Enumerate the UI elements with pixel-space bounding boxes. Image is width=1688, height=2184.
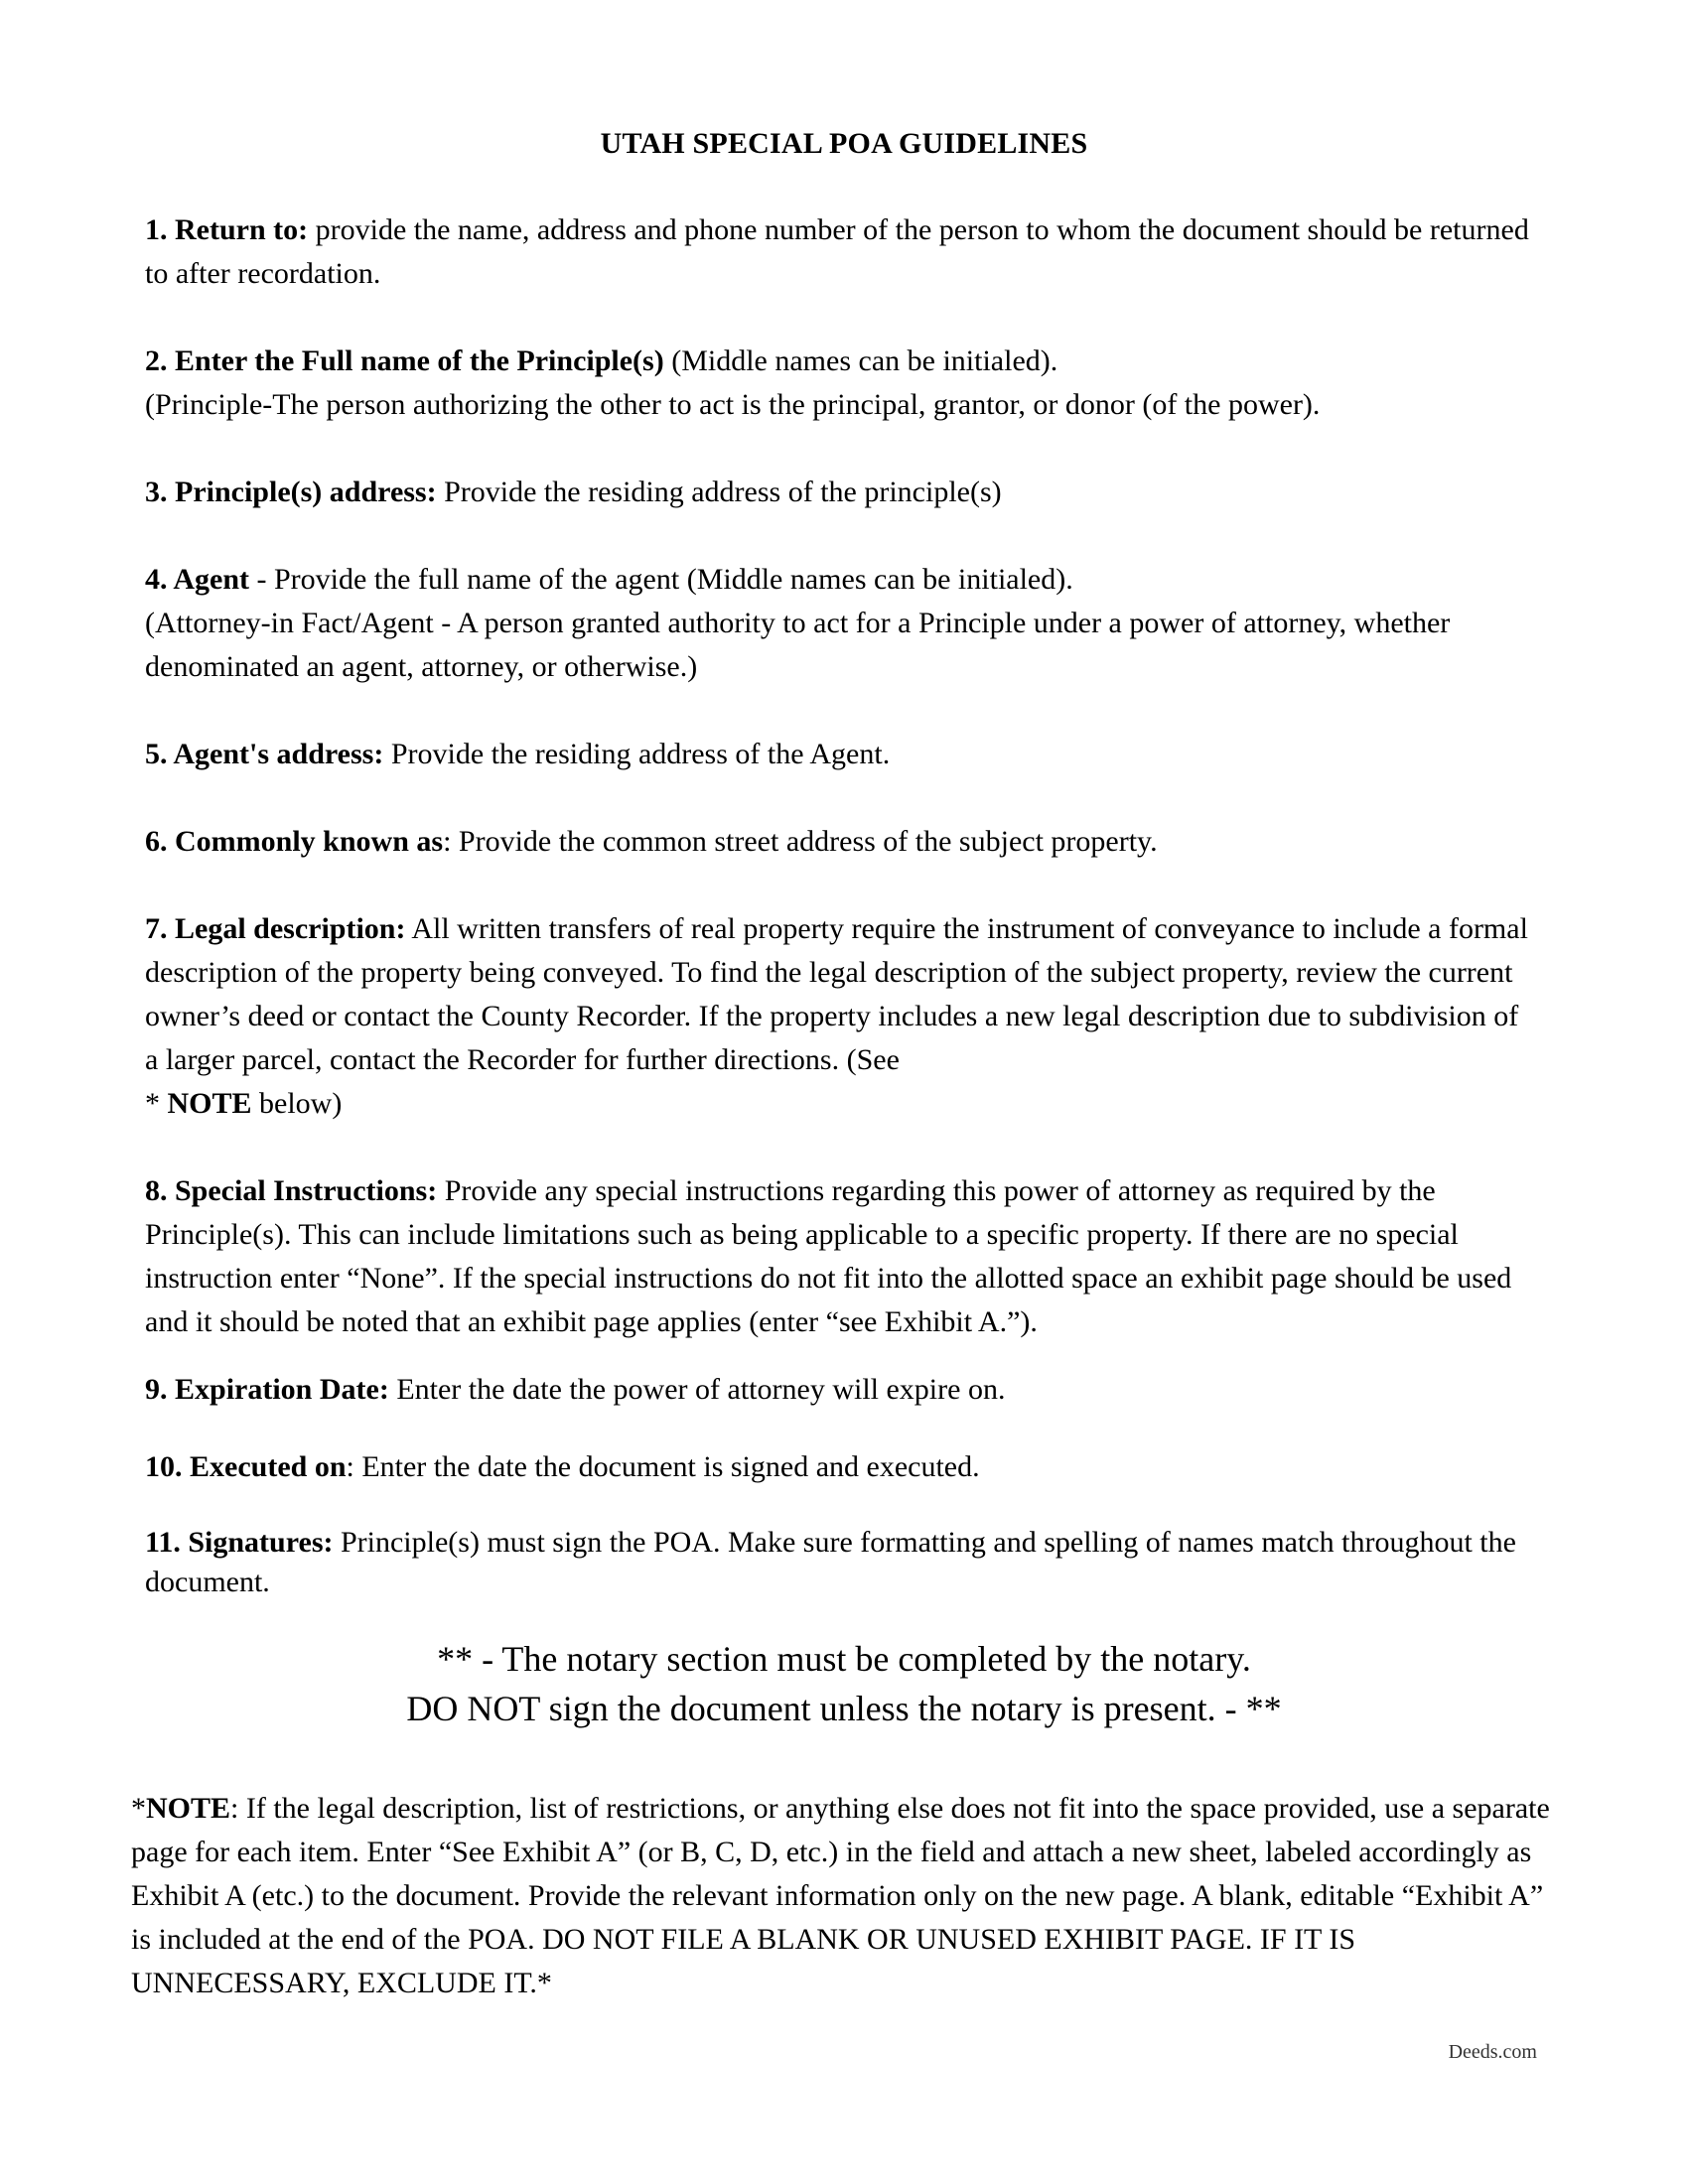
item-text: (Middle names can be initialed). bbox=[663, 344, 1058, 377]
item-heading: 3. Principle(s) address: bbox=[145, 476, 437, 508]
item-text: : Provide the common street address of the subject property. bbox=[443, 825, 1158, 858]
page-title: UTAH SPECIAL POA GUIDELINES bbox=[600, 127, 1088, 160]
item-text: Provide the residing address of the principle(s) bbox=[436, 476, 1002, 508]
item-text: Enter the date the power of attorney will expire on. bbox=[388, 1373, 1006, 1406]
item-text: All written transfers of real property require the instrument of conveyance to include a formal description of the property being conveyed. To find the legal description of the subject property, review the current owner’s deed or contact the County Recorder. If the property includes a new legal description due to subdivision of a larger parcel, contact the Recorder for further directions. (See bbox=[145, 912, 1528, 1076]
item-heading: 2. Enter the Full name of the Principle(s) bbox=[145, 344, 664, 377]
notary-warning bbox=[0, 1634, 1688, 1733]
guideline-item-agent-address bbox=[145, 733, 1535, 776]
footer-brand: Deeds.com bbox=[1448, 2041, 1537, 2063]
item-text: Provide the residing address of the Agent. bbox=[383, 738, 891, 770]
item-text: - Provide the full name of the agent (Middle names can be initialed). bbox=[249, 563, 1073, 596]
note-label: NOTE bbox=[146, 1792, 231, 1825]
guideline-item-agent bbox=[145, 558, 1535, 689]
item-heading: 1. Return to: bbox=[145, 213, 309, 246]
guideline-item-commonly-known-as bbox=[145, 820, 1535, 864]
note-tail: below) bbox=[251, 1087, 343, 1120]
item-heading: 10. Executed on bbox=[145, 1450, 347, 1483]
item-extra-text: (Principle-The person authorizing the other to act is the principal, grantor, or donor (of the power). bbox=[145, 388, 1321, 421]
guideline-item-executed-on bbox=[145, 1445, 1535, 1489]
note-star: * bbox=[145, 1087, 168, 1120]
item-text: : Enter the date the document is signed and executed. bbox=[346, 1450, 980, 1483]
guideline-item-return-to bbox=[145, 208, 1535, 296]
item-text: provide the name, address and phone number of the person to whom the document should be returned to after recordation. bbox=[145, 213, 1529, 290]
item-heading: 5. Agent's address: bbox=[145, 738, 384, 770]
guideline-item-principle-name bbox=[145, 340, 1535, 427]
guideline-item-legal-description bbox=[145, 907, 1535, 1126]
item-heading: 4. Agent bbox=[145, 563, 249, 596]
item-heading: 11. Signatures: bbox=[145, 1526, 334, 1559]
item-text: Principle(s) must sign the POA. Make sure formatting and spelling of names match throughout the document. bbox=[145, 1526, 1516, 1598]
guideline-item-principle-address bbox=[145, 471, 1535, 514]
item-heading: 9. Expiration Date: bbox=[145, 1373, 389, 1406]
guideline-item-signatures bbox=[145, 1523, 1535, 1602]
notary-line-2: DO NOT sign the document unless the notary is present. - ** bbox=[406, 1689, 1282, 1728]
note-label: NOTE bbox=[167, 1087, 252, 1120]
item-heading: 7. Legal description: bbox=[145, 912, 406, 945]
item-heading: 8. Special Instructions: bbox=[145, 1174, 438, 1207]
guideline-item-special-instructions bbox=[145, 1169, 1535, 1344]
notary-line-1: ** - The notary section must be completed by the notary. bbox=[437, 1639, 1251, 1679]
item-heading: 6. Commonly known as bbox=[145, 825, 444, 858]
note-prefix: * bbox=[131, 1792, 146, 1825]
guideline-item-expiration-date bbox=[145, 1368, 1535, 1412]
note-section bbox=[131, 1787, 1561, 2005]
item-text: Provide any special instructions regarding this power of attorney as required by the Principle(s). This can include limitations such as being applicable to a specific property. If there are no special instruction enter “None”. If the special instructions do not fit into the allotted space an exhibit page should be used and it should be noted that an exhibit page applies (enter “see Exhibit A.”). bbox=[145, 1174, 1512, 1338]
note-text: : If the legal description, list of restrictions, or anything else does not fit into the space provided, use a separate page for each item. Enter “See Exhibit A” (or B, C, D, etc.) in the field and attach a new sheet, labeled accordingly as Exhibit A (etc.) to the document. Provide the relevant information only on the new page. A blank, editable “Exhibit A” is included at the end of the POA. DO NOT FILE A BLANK OR UNUSED EXHIBIT PAGE. IF IT IS UNNECESSARY, EXCLUDE IT.* bbox=[131, 1792, 1550, 1999]
item-extra-text: (Attorney-in Fact/Agent - A person granted authority to act for a Principle under a power of attorney, whether denominated an agent, attorney, or otherwise.) bbox=[145, 607, 1451, 683]
